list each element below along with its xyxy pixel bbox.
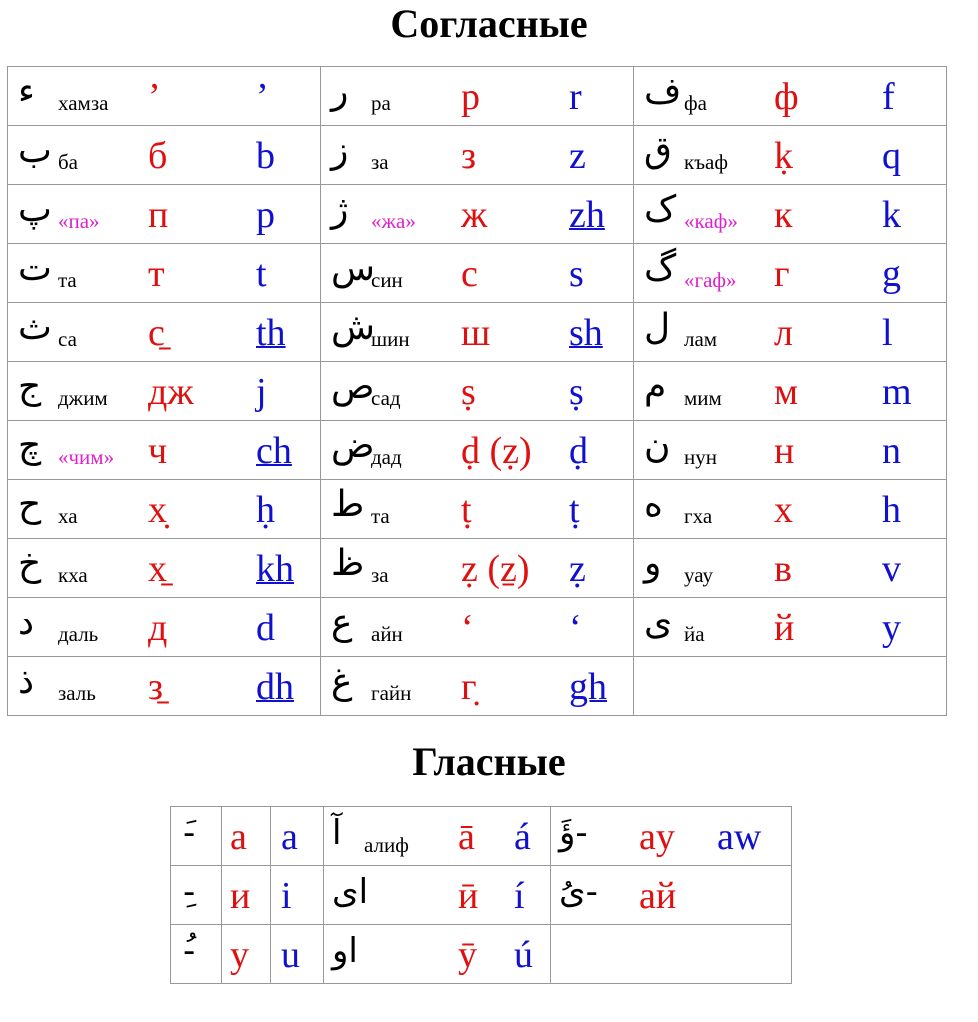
letter-name: къаф [684, 150, 728, 174]
arabic-letter: ب [18, 130, 52, 171]
letter-name: са [58, 327, 77, 351]
vowel-cell [633, 807, 713, 866]
letter-cell [634, 539, 947, 598]
long-vowel-latin: í [514, 875, 525, 917]
cyrillic-transliteration: т [148, 253, 165, 295]
long-vowel-cyrillic: ӯ [458, 934, 477, 976]
vowel-cell [271, 807, 324, 866]
table-row [8, 539, 947, 598]
long-vowel-cyrillic: ā [458, 816, 475, 858]
cyrillic-transliteration: в [774, 548, 792, 590]
long-vowel-letter: آ [332, 813, 342, 853]
letter-cell [8, 539, 321, 598]
table-row [8, 185, 947, 244]
cyrillic-transliteration: к [774, 194, 793, 236]
cyrillic-transliteration: ṭ [461, 489, 472, 531]
table-row [171, 807, 792, 866]
vowel-cell [713, 807, 792, 866]
cyrillic-transliteration: ж [461, 194, 488, 236]
vowels-table [170, 806, 792, 984]
table-row [8, 598, 947, 657]
arabic-letter: غ [331, 661, 353, 702]
vowel-cell [551, 925, 634, 984]
latin-transliteration: y [882, 607, 901, 649]
vowel-cell [324, 866, 449, 925]
arabic-letter: ث [18, 307, 52, 348]
cyrillic-transliteration: ф [774, 76, 799, 118]
letter-name: фа [684, 91, 707, 115]
cyrillic-transliteration: п [148, 194, 169, 236]
letter-cell [321, 244, 634, 303]
letter-name: лам [684, 327, 718, 351]
latin-transliteration: kh [256, 548, 294, 590]
vowel-cell [448, 807, 504, 866]
long-vowel-letter: اى [332, 872, 369, 912]
letter-name: айн [371, 622, 403, 646]
cyrillic-transliteration: м [774, 371, 799, 413]
cyrillic-transliteration: ’ [148, 76, 161, 118]
table-row [8, 421, 947, 480]
short-vowel-latin: a [281, 816, 298, 858]
short-vowel-sign: -َ [183, 813, 196, 853]
cyrillic-transliteration: дж [148, 371, 194, 413]
arabic-letter: ط [331, 484, 365, 525]
letter-name: мим [684, 386, 722, 410]
vowel-cell [271, 866, 324, 925]
letter-name: за [371, 150, 389, 174]
letter-name: сад [371, 386, 401, 410]
letter-cell [8, 480, 321, 539]
letter-cell [634, 126, 947, 185]
cyrillic-transliteration: х [774, 489, 793, 531]
vowel-cell [171, 807, 222, 866]
latin-transliteration: ’ [256, 76, 269, 118]
short-vowel-cyrillic: и [230, 875, 251, 917]
letter-cell [8, 362, 321, 421]
latin-transliteration: l [882, 312, 893, 354]
cyrillic-transliteration: з [461, 135, 477, 177]
letter-cell [634, 244, 947, 303]
letter-cell [634, 303, 947, 362]
letter-cell [321, 480, 634, 539]
vowel-cell [504, 925, 551, 984]
vowel-cell [551, 866, 634, 925]
letter-cell [634, 598, 947, 657]
arabic-letter: ج [18, 366, 42, 407]
vowel-cell [222, 807, 271, 866]
letter-name: шин [371, 327, 410, 351]
letter-name: заль [58, 681, 96, 705]
latin-transliteration: j [256, 371, 267, 413]
long-vowel-letter: او [332, 931, 358, 971]
letter-cell [321, 67, 634, 126]
letter-name: син [371, 268, 403, 292]
latin-transliteration: t [256, 253, 267, 295]
letter-name: «каф» [684, 209, 738, 233]
letter-cell [321, 539, 634, 598]
letter-name: та [58, 268, 77, 292]
latin-transliteration: h [882, 489, 901, 531]
letter-name: хамза [58, 91, 109, 115]
table-row [8, 67, 947, 126]
table-row [8, 480, 947, 539]
arabic-letter: ف [644, 71, 682, 112]
short-vowel-sign: -ِ [183, 872, 196, 912]
vowel-cell [633, 866, 713, 925]
letter-name: джим [58, 386, 108, 410]
latin-transliteration: ṭ [569, 489, 580, 531]
latin-transliteration: m [882, 371, 912, 413]
latin-transliteration: ḍ [569, 430, 588, 472]
letter-name: ба [58, 150, 79, 174]
latin-transliteration: n [882, 430, 901, 472]
letter-name: «па» [58, 209, 100, 233]
cyrillic-transliteration: ẓ (ẕ) [461, 548, 530, 590]
arabic-letter: س [331, 248, 375, 289]
letter-name: кха [58, 563, 88, 587]
consonants-title: Согласные [390, 1, 588, 46]
arabic-letter: ک [644, 189, 677, 230]
cyrillic-transliteration: ‘ [461, 607, 474, 649]
arabic-letter: گ [644, 248, 677, 289]
latin-transliteration: f [882, 76, 895, 118]
latin-transliteration: gh [569, 666, 607, 708]
latin-transliteration: ch [256, 430, 292, 472]
cyrillic-transliteration: с̱ [148, 312, 165, 354]
arabic-letter: ح [18, 484, 42, 525]
arabic-letter: ص [331, 366, 375, 407]
latin-transliteration: g [882, 253, 901, 295]
vowel-cell [504, 866, 551, 925]
letter-cell [634, 185, 947, 244]
arabic-letter: ن [644, 425, 671, 466]
latin-transliteration: zh [569, 194, 605, 236]
letter-cell [8, 657, 321, 716]
letter-cell [321, 598, 634, 657]
letter-cell [634, 421, 947, 480]
arabic-letter: ت [18, 248, 52, 289]
letter-cell [8, 126, 321, 185]
letter-cell [321, 362, 634, 421]
letter-name: «жа» [371, 209, 416, 233]
cyrillic-transliteration: ш [461, 312, 491, 354]
letter-name: нун [684, 445, 717, 469]
letter-name: «чим» [58, 445, 115, 469]
arabic-letter: ه [644, 484, 663, 525]
arabic-letter: ل [644, 307, 671, 348]
latin-transliteration: ṣ [569, 371, 584, 413]
cyrillic-transliteration: х̱ [148, 548, 167, 590]
cyrillic-transliteration: с [461, 253, 478, 295]
arabic-letter: ض [331, 425, 375, 466]
short-vowel-cyrillic: а [230, 816, 247, 858]
letter-cell [321, 421, 634, 480]
latin-transliteration: k [882, 194, 901, 236]
cyrillic-transliteration: н [774, 430, 795, 472]
letter-name: гайн [371, 681, 412, 705]
letter-name: «гаф» [684, 268, 737, 292]
cyrillic-transliteration: ḍ (ẓ) [461, 430, 532, 472]
long-vowel-latin: á [514, 816, 531, 858]
diphthong-cyrillic: ай [639, 875, 677, 917]
cyrillic-transliteration: ḳ [774, 135, 793, 177]
latin-transliteration: dh [256, 666, 294, 708]
arabic-letter: چ [18, 425, 42, 466]
letter-name: гха [684, 504, 713, 528]
letter-name: ра [371, 91, 391, 115]
vowel-cell [551, 807, 634, 866]
arabic-letter: ء [18, 71, 35, 112]
cyrillic-transliteration: ṣ [461, 371, 476, 413]
letter-name: йа [684, 622, 705, 646]
short-vowel-cyrillic: у [230, 934, 249, 976]
long-vowel-latin: ú [514, 934, 533, 976]
latin-transliteration: ‘ [569, 607, 582, 649]
latin-transliteration: th [256, 312, 286, 354]
letter-name: за [371, 563, 389, 587]
letter-name: дад [371, 445, 402, 469]
cyrillic-transliteration: л [774, 312, 793, 354]
arabic-letter: و [644, 543, 662, 584]
short-vowel-latin: u [281, 934, 300, 976]
latin-transliteration: q [882, 135, 901, 177]
arabic-letter: ز [331, 130, 349, 171]
arabic-letter: ى [644, 602, 673, 643]
diphthong-sign: ؤَ- [559, 813, 588, 853]
arabic-letter: ر [331, 71, 349, 112]
latin-transliteration: z [569, 135, 586, 177]
cyrillic-transliteration: д [148, 607, 168, 649]
long-vowel-cyrillic: ӣ [458, 875, 479, 917]
arabic-letter: م [644, 366, 667, 407]
consonants-table [7, 66, 947, 716]
table-row [8, 244, 947, 303]
table-row [171, 925, 792, 984]
cyrillic-transliteration: г [774, 253, 790, 295]
latin-transliteration: r [569, 76, 582, 118]
vowel-cell [633, 925, 713, 984]
letter-cell [8, 598, 321, 657]
letter-name: та [371, 504, 390, 528]
letter-cell [8, 421, 321, 480]
letter-name: уау [684, 563, 713, 587]
vowel-cell [171, 925, 222, 984]
diphthong-cyrillic: ay [639, 816, 675, 858]
letter-cell [321, 303, 634, 362]
table-row [8, 362, 947, 421]
table-row [8, 303, 947, 362]
letter-cell [8, 67, 321, 126]
arabic-letter: ژ [331, 189, 349, 230]
cyrillic-transliteration: х̣ [148, 489, 167, 531]
vowel-cell [713, 866, 792, 925]
arabic-letter: ظ [331, 543, 365, 584]
vowel-cell [222, 866, 271, 925]
vowel-cell [171, 866, 222, 925]
letter-cell [321, 126, 634, 185]
letter-cell [8, 303, 321, 362]
vowel-cell [271, 925, 324, 984]
letter-cell [634, 657, 947, 716]
letter-name: даль [58, 622, 99, 646]
letter-cell [8, 185, 321, 244]
letter-cell [321, 657, 634, 716]
latin-transliteration: ḥ [256, 489, 275, 531]
table-row [171, 866, 792, 925]
cyrillic-transliteration: ч [148, 430, 168, 472]
vowel-cell [324, 925, 449, 984]
latin-transliteration: ẓ [569, 548, 586, 590]
letter-cell [634, 362, 947, 421]
latin-transliteration: v [882, 548, 901, 590]
vowels-title: Гласные [412, 739, 566, 784]
vowel-cell [713, 925, 792, 984]
latin-transliteration: d [256, 607, 275, 649]
arabic-letter: ع [331, 602, 353, 643]
latin-transliteration: s [569, 253, 584, 295]
diphthong-latin: aw [717, 816, 762, 858]
short-vowel-latin: i [281, 875, 292, 917]
arabic-letter: پ [18, 189, 52, 230]
short-vowel-sign: -ُ [183, 931, 196, 971]
vowel-cell [448, 925, 504, 984]
cyrillic-transliteration: г̣ [461, 666, 477, 708]
arabic-letter: ق [644, 130, 672, 171]
table-row [8, 126, 947, 185]
arabic-letter: ذ [18, 661, 35, 702]
letter-cell [634, 67, 947, 126]
latin-transliteration: p [256, 194, 275, 236]
cyrillic-transliteration: б [148, 135, 168, 177]
long-vowel-name: алиф [364, 833, 409, 857]
letter-cell [634, 480, 947, 539]
cyrillic-transliteration: р [461, 76, 480, 118]
diphthong-sign: ىُ- [559, 872, 598, 912]
cyrillic-transliteration: з̱ [148, 666, 164, 708]
vowel-cell [504, 807, 551, 866]
letter-cell [8, 244, 321, 303]
vowel-cell [222, 925, 271, 984]
latin-transliteration: sh [569, 312, 603, 354]
vowel-cell [448, 866, 504, 925]
arabic-letter: خ [18, 543, 42, 584]
arabic-letter: د [18, 602, 35, 643]
letter-cell [321, 185, 634, 244]
vowel-cell [324, 807, 449, 866]
latin-transliteration: b [256, 135, 275, 177]
letter-name: ха [58, 504, 78, 528]
cyrillic-transliteration: й [774, 607, 795, 649]
table-row [8, 657, 947, 716]
arabic-letter: ش [331, 307, 375, 348]
